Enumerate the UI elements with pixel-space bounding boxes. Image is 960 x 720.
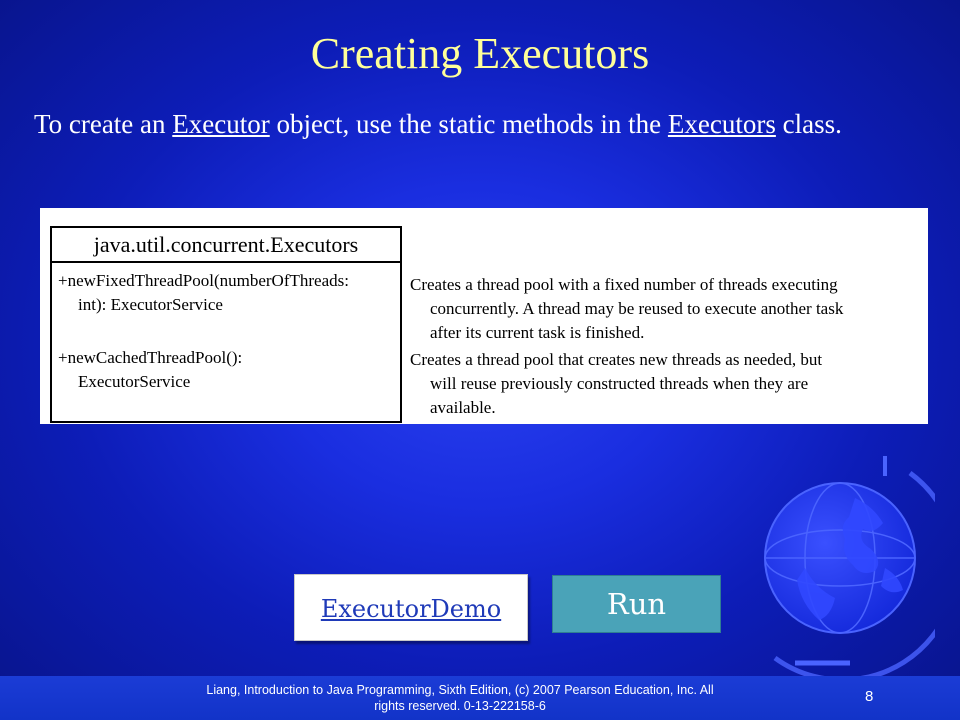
description-cached xyxy=(410,348,920,420)
uml-class-box xyxy=(50,226,402,423)
uml-method-line: +newCachedThreadPool(): xyxy=(58,348,243,367)
description-fixed xyxy=(410,273,920,345)
description-line: Creates a thread pool with a fixed number of threads executing xyxy=(410,275,838,294)
uml-class-name: java.util.concurrent.Executors xyxy=(52,228,400,263)
run-button[interactable]: Run xyxy=(552,575,721,633)
description-line: concurrently. A thread may be reused to execute another task xyxy=(430,299,844,318)
executors-link-text: Executors xyxy=(667,109,776,139)
description-line: after its current task is finished. xyxy=(430,323,645,342)
executordemo-link-button[interactable]: ExecutorDemo xyxy=(294,574,528,641)
uml-method-fixed xyxy=(58,269,349,317)
uml-method-cached xyxy=(58,346,242,394)
executor-link-text: Executor xyxy=(172,109,270,139)
description-line: available. xyxy=(430,398,496,417)
slide-title: Creating Executors xyxy=(310,29,650,78)
footer-line: Liang, Introduction to Java Programming, Sixth Edition, (c) 2007 Pearson Education, Inc. All xyxy=(206,683,714,697)
intro-part1: To create an xyxy=(34,109,173,139)
intro-part2: object, use the static methods in the xyxy=(269,109,668,139)
uml-method-line: ExecutorService xyxy=(78,372,191,391)
intro-part3: class. xyxy=(775,109,842,139)
globe-icon xyxy=(735,448,935,678)
uml-method-line: int): ExecutorService xyxy=(78,295,223,314)
intro-text xyxy=(34,106,934,142)
uml-method-line: +newFixedThreadPool(numberOfThreads: xyxy=(58,271,349,290)
description-line: will reuse previously constructed threads when they are xyxy=(430,374,809,393)
description-line: Creates a thread pool that creates new threads as needed, but xyxy=(410,350,823,369)
footer-line: rights reserved. 0-13-222158-6 xyxy=(374,699,546,713)
page-number: 8 xyxy=(865,688,874,705)
footer-text xyxy=(180,682,740,714)
uml-diagram xyxy=(40,208,928,424)
